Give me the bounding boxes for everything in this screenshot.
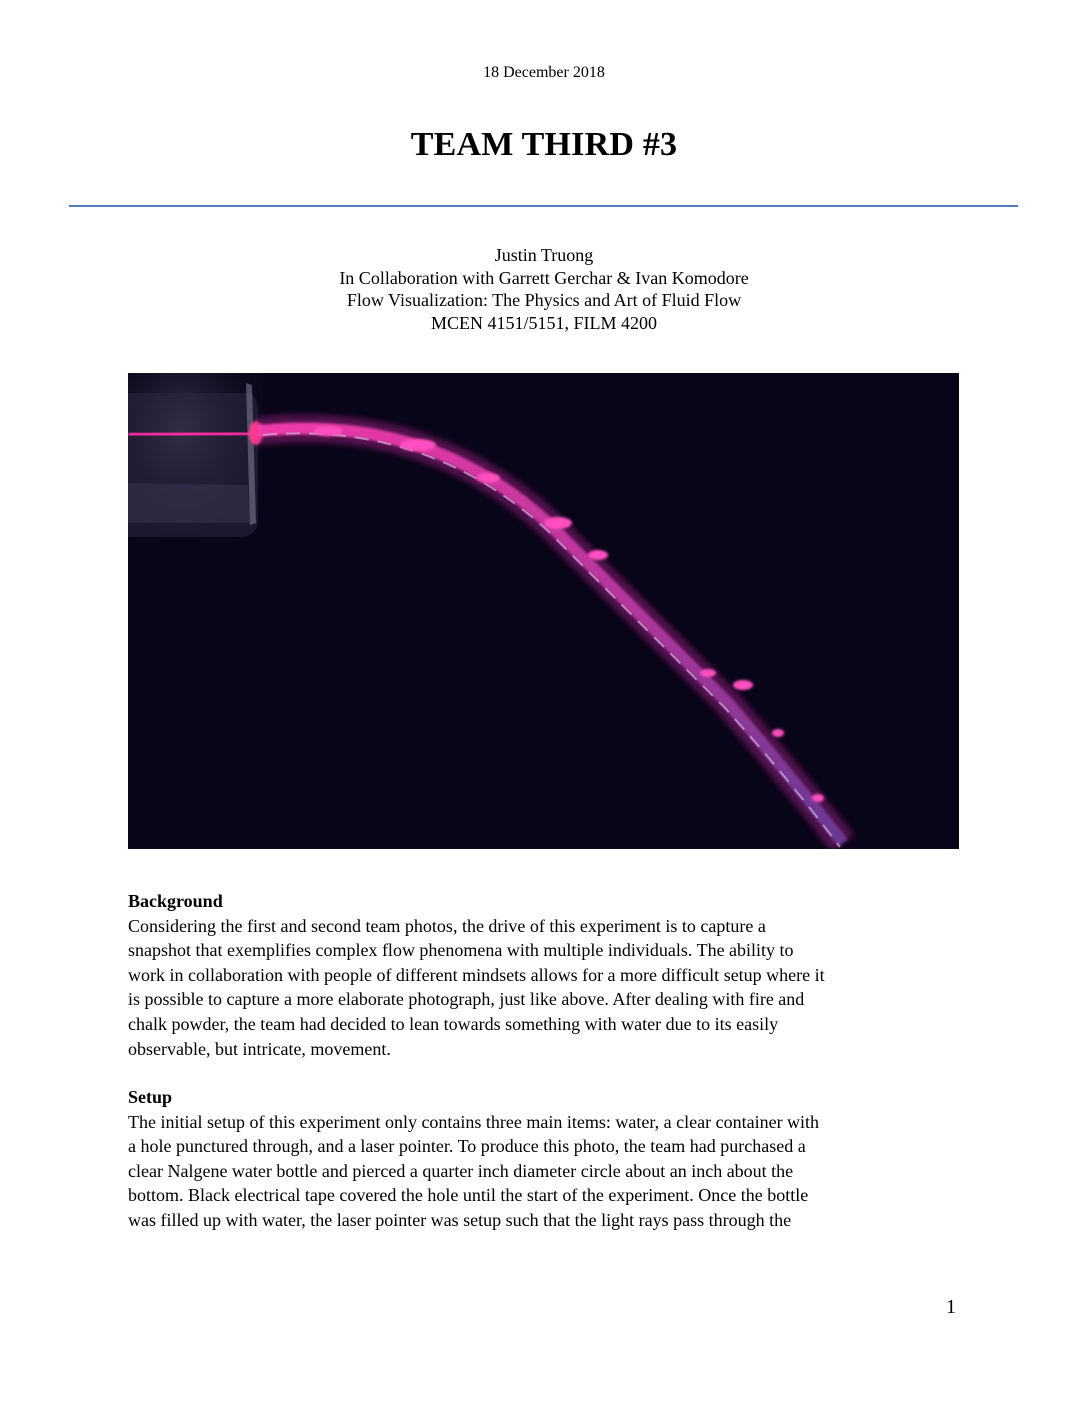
collaborators: In Collaboration with Garrett Gerchar & Ivan Komodore (339, 267, 749, 288)
text-line: chalk powder, the team had decided to lean towards something with water due to its easily (128, 1013, 779, 1034)
text-line: clear Nalgene water bottle and pierced a quarter inch diameter circle about an inch about the (128, 1160, 794, 1181)
section-body (128, 1110, 962, 1233)
text-line: work in collaboration with people of different mindsets allows for a more difficult setup where it (128, 964, 825, 985)
text-line: is possible to capture a more elaborate photograph, just like above. After dealing with fire and (128, 989, 805, 1010)
document-date: 18 December 2018 (483, 64, 605, 81)
flow-photograph (128, 373, 959, 849)
text-line: a hole punctured through, and a laser pointer. To produce this photo, the team had purchased a (128, 1136, 806, 1157)
setup-section (128, 1085, 962, 1233)
text-line: observable, but intricate, movement. (128, 1038, 391, 1059)
text-line: The initial setup of this experiment only contains three main items: water, a clear container with (128, 1111, 820, 1132)
text-line: snapshot that exemplifies complex flow phenomena with multiple individuals. The ability to (128, 940, 794, 961)
course-number: MCEN 4151/5151, FILM 4200 (430, 312, 657, 333)
text-line: bottom. Black electrical tape covered the hole until the start of the experiment. Once the bottle (128, 1185, 809, 1206)
section-body (128, 914, 962, 1062)
page-number: 1 (946, 1296, 956, 1318)
title-divider (69, 205, 1018, 207)
course-name: Flow Visualization: The Physics and Art of Fluid Flow (346, 290, 742, 310)
section-heading: Setup (128, 1087, 173, 1107)
author-block (0, 244, 1088, 334)
text-line: was filled up with water, the laser pointer was setup such that the light rays pass through the (128, 1209, 792, 1230)
author-name: Justin Truong (494, 245, 594, 265)
background-section (128, 889, 962, 1061)
text-line: Considering the first and second team photos, the drive of this experiment is to capture a (128, 915, 766, 936)
section-heading: Background (128, 891, 223, 911)
document-title: TEAM THIRD #3 (410, 126, 678, 163)
